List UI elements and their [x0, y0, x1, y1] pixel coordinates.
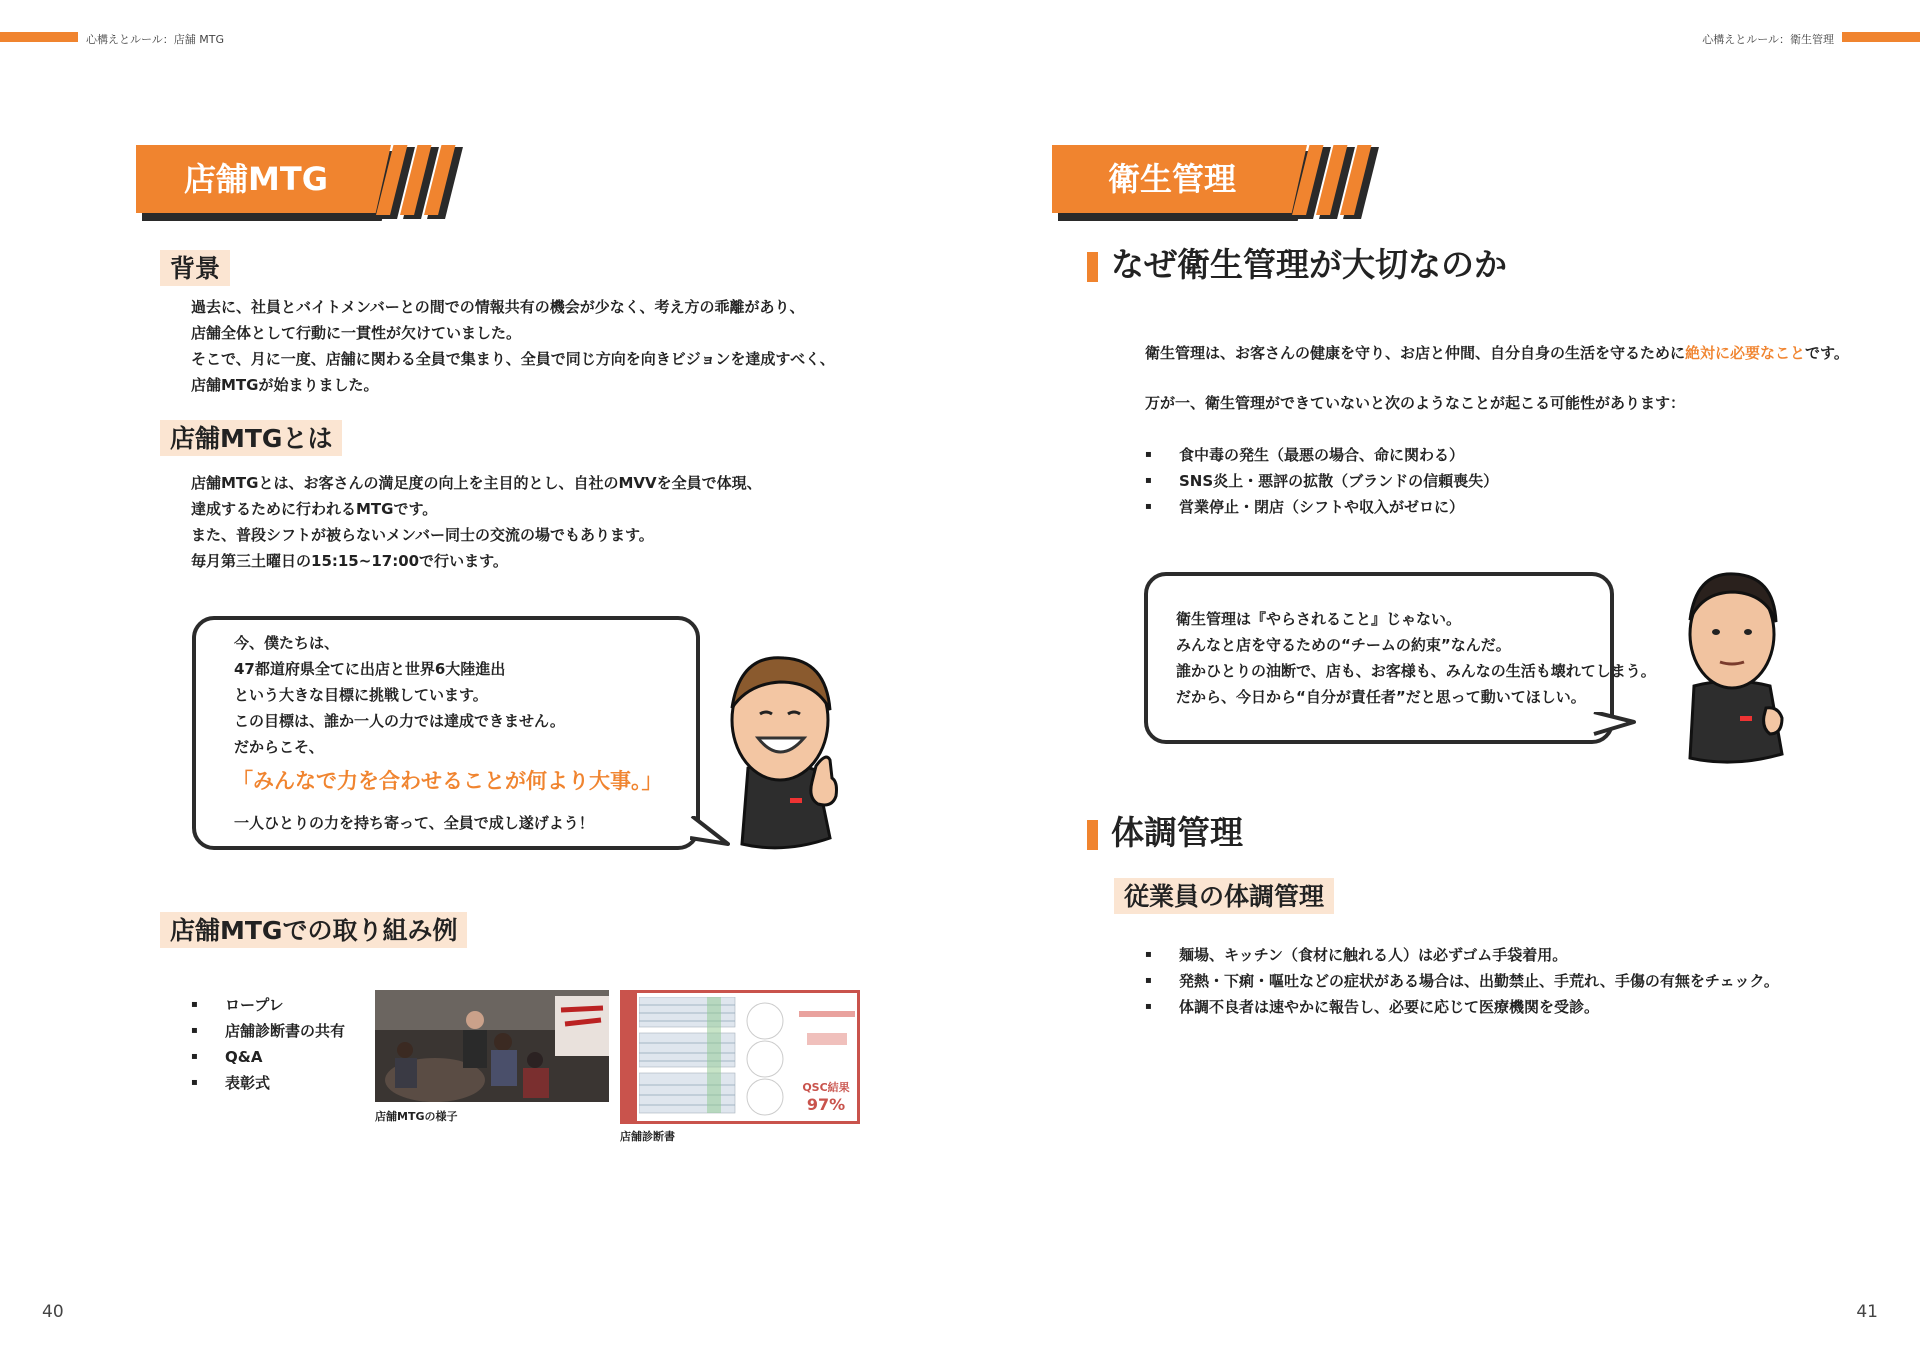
list-item: ▪ 麺場、キッチン（食材に触れる人）は必ずゴム手袋着用。: [1145, 942, 1779, 968]
emphasis-text: 絶対に必要なこと: [1685, 344, 1806, 362]
staff-avatar-icon: [1678, 568, 1788, 768]
list-item: ▪ 発熱・下痢・嘔吐などの症状がある場合は、出勤禁止、手荒れ、手傷の有無をチェック。: [1145, 968, 1779, 994]
section-title-block: [1052, 145, 1382, 221]
list-item: ▪ 体調不良者は速やかに報告し、必要に応じて医療機関を受診。: [1145, 994, 1779, 1020]
list-item: ▪ SNS炎上・悪評の拡散（ブランドの信頼喪失）: [1145, 468, 1498, 494]
speech-bubble: [1144, 572, 1656, 744]
health-list: [1145, 942, 1779, 1020]
bubble-closing: 一人ひとりの力を持ち寄って、全員で成し遂げよう！: [234, 814, 594, 832]
header-accent-bar: [1842, 32, 1920, 42]
background-text: 過去に、社員とバイトメンバーとの間での情報共有の機会が少なく、考え方の乖離があり、 店舗全体として行動に一貫性が欠けていました。 そこで、月に一度、店舗に関わる全員で集まり、全員で同じ方向を向きビジョンを達成すべく、 店舗MTGが始まりました。: [191, 298, 835, 394]
store-diagnosis-document: [620, 990, 860, 1124]
list-item: ▪ ロープレ: [191, 992, 345, 1018]
header-accent-bar: [0, 32, 78, 42]
why-heading: なぜ衛生管理が大切なのか: [1087, 244, 1507, 286]
bubble-text: 衛生管理は『やらされること』じゃない。 みんなと店を守るための“チームの約束”なんだ。 誰かひとりの油断で、店も、お客様も、みんなの生活も壊れてしまう。 だから、今日から“自分が責任者”だと思って動いてほしい。: [1176, 610, 1656, 706]
list-item: ▪ 表彰式: [191, 1070, 345, 1096]
doc-result-label: QSC結果: [802, 1081, 850, 1094]
bubble-tail: [1592, 712, 1636, 742]
examples-list: [191, 992, 345, 1096]
list-item: ▪ Q&A: [191, 1044, 345, 1070]
section-title-block: [136, 145, 466, 221]
right-page: [960, 0, 1920, 1364]
health-heading: 体調管理: [1087, 812, 1243, 854]
speech-bubble: [192, 616, 700, 850]
section-title: 衛生管理: [1107, 160, 1236, 198]
doc-result-value: 97%: [806, 1095, 846, 1114]
page-number: 40: [42, 1302, 64, 1322]
bubble-text: 今、僕たちは、 47都道府県全てに出店と世界6大陸進出 という大きな目標に挑戦しています。 この目標は、誰か一人の力では達成できません。 だからこそ、: [234, 634, 565, 756]
about-text: 店舗MTGとは、お客さんの満足度の向上を主目的とし、自社のMVVを全員で体現、 達成するために行われるMTGです。 また、普段シフトが被らないメンバー同士の交流の場でもあります。 毎月第三土曜日の15:15~17:00で行います。: [191, 474, 762, 570]
header-text: 心構えとルール：店舗 MTG: [86, 33, 225, 46]
meeting-photo-caption: 店舗MTGの様子: [375, 1110, 458, 1123]
about-heading: 店舗MTGとは: [160, 420, 342, 456]
examples-heading: 店舗MTGでの取り組み例: [160, 912, 467, 948]
why-text: 衛生管理は、お客さんの健康を守り、お店と仲間、自分自身の生活を守るために絶対に必要なことです。: [1145, 344, 1849, 362]
header-text: 心構えとルール：衛生管理: [1702, 33, 1834, 46]
page-number: 41: [1856, 1302, 1878, 1322]
bubble-highlight: 「みんなで力を合わせることが何より大事。」: [232, 769, 663, 793]
meeting-photo: [375, 990, 609, 1102]
list-item: ▪ 営業停止・閉店（シフトや収入がゼロに）: [1145, 494, 1498, 520]
section-title: 店舗MTG: [184, 160, 328, 198]
doc-caption: 店舗診断書: [620, 1130, 675, 1143]
list-item: ▪ 食中毒の発生（最悪の場合、命に関わる）: [1145, 442, 1498, 468]
health-subheading: 従業員の体調管理: [1114, 878, 1334, 914]
background-heading: 背景: [160, 250, 230, 286]
why-risk-intro: 万が一、衛生管理ができていないと次のようなことが起こる可能性があります：: [1145, 394, 1686, 412]
list-item: ▪ 店舗診断書の共有: [191, 1018, 345, 1044]
risk-list: [1145, 442, 1498, 520]
staff-avatar-icon: [720, 648, 850, 854]
